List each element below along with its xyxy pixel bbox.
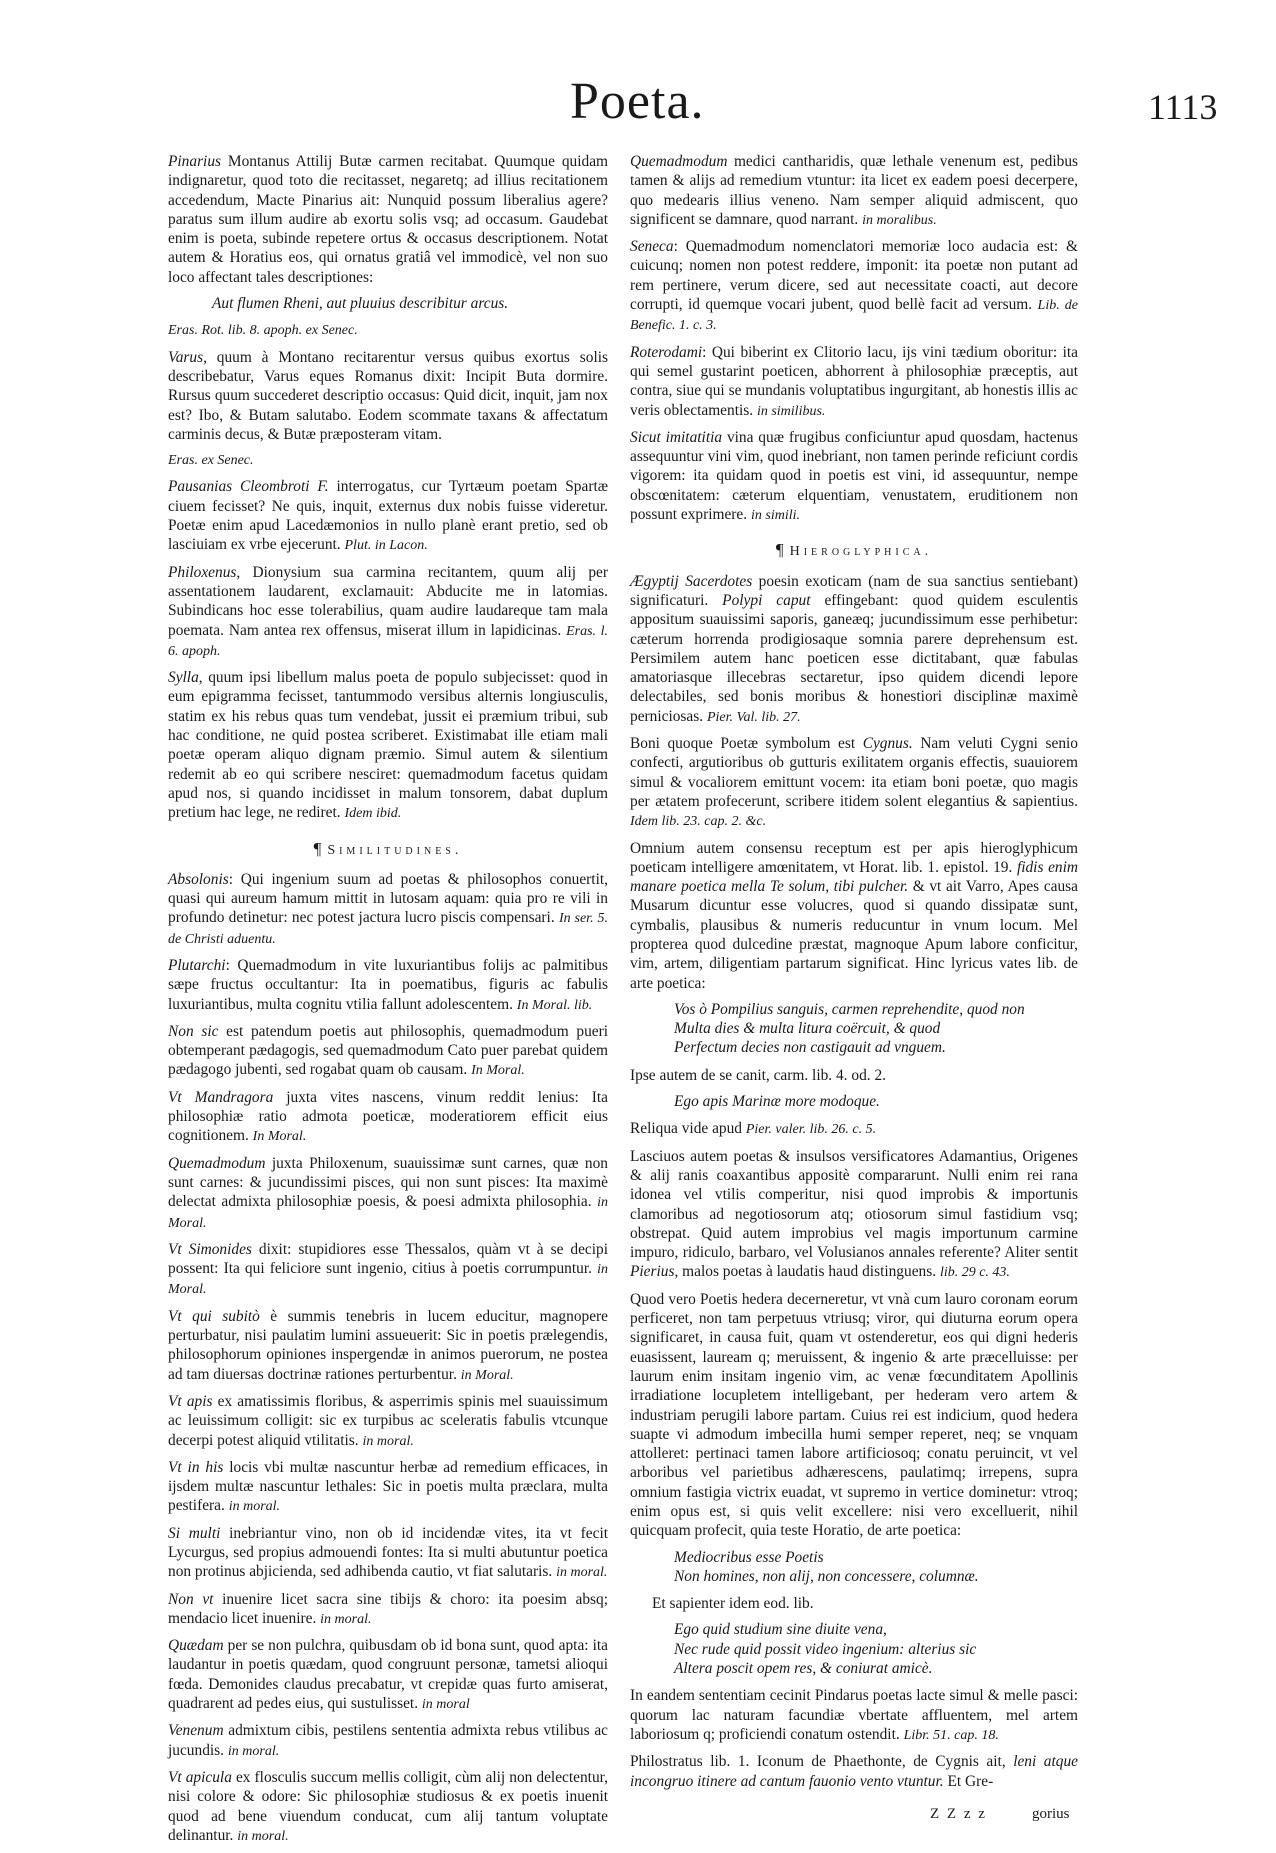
paragraph-text: è summis tenebris in lucem educitur, magnopere perturbatur, nisi paulatim lumini assueuerit: Sic in poetis prælegendis, philosophorum opiniones inspergendæ in animos puerorum, ne postea ad tam diuersas doctrinæ rationes perturbentur. — [168, 1307, 608, 1383]
similitude-entry — [168, 1524, 608, 1583]
signature-mark: Z Z z z — [930, 1806, 987, 1822]
verse-quote — [630, 1548, 1078, 1587]
verse-line: Aut flumen Rheni, aut pluuius describitur arcus. — [212, 295, 509, 313]
similitude-entry — [168, 1636, 608, 1714]
source-citation: Eras. l. 6. apoph. — [168, 623, 608, 659]
section-heading-text: Similitudines. — [327, 842, 463, 858]
paragraph-text: : Qui biberint ex Clitorio lacu, ijs vini tædium oboritur: ita qui semel gustarint poeticen, abhorrent à philosophiæ præceptis, aut contra, siue qui se mundanis voluptatibus ingurgitant, ab honestis illis ac veris oblectamentis. — [630, 343, 1078, 419]
paragraph-text: & vt ait Varro, Apes causa Musarum dicuntur esse volucres, quod si quando dissipatæ sunt, cymbalis, plausibus & numeris reducuntur in vnum locum. Mel propterea quod dulcedine præstat, magnoque Apum labore conficitur, vim, artem, diligentiam partarum significat. Hinc lyricus vates lib. de arte poetica: — [630, 878, 1078, 992]
hieroglyphic-entry — [630, 572, 1078, 727]
paragraph-lead: Roterodami — [630, 343, 703, 361]
source-citation: In ser. 5. de Christi aduentu. — [168, 911, 608, 947]
source-citation: Eras. ex Senec. — [168, 453, 254, 469]
source-citation: in moral. — [228, 1499, 281, 1515]
paragraph-emphasis: Cygnus. — [862, 735, 913, 753]
similitude-entry — [168, 1307, 608, 1385]
source-citation: in moral. — [237, 1828, 289, 1844]
paragraph-text: locis vbi multæ nascuntur herbæ ad remedium efficaces, in ijsdem multæ nascuntur lethales: Sic in poetis multa præclara, multa pestifera. — [168, 1458, 608, 1515]
paragraph-text: inebriantur vino, non ob id incidendæ vites, ita vt fecit Lycurgus, sed propius admouendi fontes: Ita si multi abutuntur poetica non protinus abjicienda, sed adhibenda cautio, vt fiat salutaris. — [168, 1524, 608, 1581]
paragraph-lead: Si multi — [168, 1524, 221, 1542]
paragraph-text: Lasciuos autem poetas & insulsos versificatores Adamantius, Origenes & alij ranis coaxantibus appositè compararunt. Nulli enim rei rana idonea vel vtilis comperitur, nisi quod improbis & importunis clamoribus ad negotiosorum atq; otiosorum simul fastidium vsq; obstrepat. Quid autem improbius vel magis importunum carmine impuro, ridiculo, barbaro, vel Volusianos annales referente? Aliter sentit — [630, 1147, 1078, 1262]
verse-quote — [630, 1620, 1078, 1678]
verse-line: Altera poscit opem res, & coniurat amicè. — [674, 1660, 933, 1678]
source-citation: Idem ibid. — [344, 806, 402, 822]
paragraph: Et sapienter idem eod. lib. — [652, 1595, 814, 1613]
source-citation: in moral — [421, 1697, 470, 1713]
source-citation: in moral. — [362, 1433, 414, 1449]
page-number: 1113 — [1148, 87, 1218, 127]
hieroglyphic-entry — [630, 839, 1078, 993]
paragraph-text: per se non pulchra, quibusdam ob id bona sunt, quod apta: ita laudantur in poetis quædam, quod congruunt personæ, tametsi alioqui fœda. Demonides claudus precabatur, vt crepidæ quas furto amiserat, quadrarent ad pedes eius, qui sustulisset. — [168, 1637, 608, 1713]
paragraph-lead: Quemadmodum — [168, 1154, 266, 1172]
paragraph — [630, 152, 1078, 230]
paragraph-emphasis: fidis enim manare poetica mella Te solum, tibi pulcher. — [630, 858, 1078, 896]
source-citation: in moralibus. — [862, 212, 937, 228]
paragraph-lead: Vt qui subitò — [168, 1307, 260, 1325]
paragraph-text: interrogatus, cur Tyrtæum poetam Spartæ ciuem fecisset? Ne quis, inquit, externus dux nobis fuisse videretur. Poetæ enim apud Lacedæmonios in nullo planè erant pretio, sed ob lasciuiam ex vrbe ejecerunt. — [168, 478, 608, 554]
source-citation: in moral. — [227, 1743, 280, 1759]
paragraph-text: admixtum cibis, pestilens sententia admixta rebus vtilibus ac jucundis. — [168, 1722, 608, 1759]
source-citation: lib. 29 c. 43. — [939, 1265, 1010, 1281]
paragraph-text: Nam veluti Cygni senio confecti, argutioribus ob gutturis exilitatem organis effectis, suauiorem simul & vocaliorem emittunt vocem: ita etiam boni poetæ, quo magis per ætatem profecerunt, scribere itidem solent elegantius & sapientius. — [630, 735, 1078, 810]
similitude-entry — [168, 956, 608, 1015]
source-citation: in Moral. — [168, 1262, 608, 1298]
verse-line: Ego quid studium sine diuite vena, — [674, 1621, 887, 1639]
paragraph-lead: Quædam — [168, 1637, 224, 1655]
paragraph-lead: Vt apicula — [168, 1768, 232, 1786]
paragraph-text: , malos poetas à laudatis haud distinguens. — [674, 1263, 937, 1281]
source-citation: in Moral. — [168, 1195, 609, 1231]
paragraph-emphasis: Pierius — [630, 1263, 675, 1281]
source-citation: In Moral. — [471, 1063, 525, 1079]
source-citation: Eras. Rot. lib. 8. apoph. ex Senec. — [168, 323, 358, 339]
similitude-entry — [168, 1590, 608, 1630]
paragraph-lead: Absolonis — [168, 870, 229, 888]
source-citation: Pier. valer. lib. 26. c. 5. — [745, 1122, 877, 1138]
paragraph — [168, 348, 608, 444]
paragraph-text: Omnium autem consensu receptum est per apis hieroglyphicum poeticam intelligere amœnitatem, vt Horat. lib. 1. epistol. 19. — [630, 839, 1078, 876]
verse-line: Multa dies & multa litura coërcuit, & quod — [674, 1020, 941, 1038]
paragraph-text: , quum ipsi libellum malus poeta de populo subjecisset: quod in eum epigramma fecisset, tantummodo versibus alternis longiusculis, statim ex his rebus quas tum vendebat, jussit ei præmium tribui, sub hac conditione, ne quid postea scriberet. Existimabat ille etiam mali poetæ operam aliquo dignam præmio. Simul autem & silentium redemit ab eo qui scribere nesciret: quemadmodum facetus quidam apud nos, si quando incidisset in malum tonsorem, dabat duplum pretium hac lege, ne rediret. — [168, 669, 608, 822]
paragraph — [168, 563, 608, 661]
paragraph-lead: Varus — [168, 348, 204, 366]
source-citation: In Moral. — [252, 1129, 307, 1145]
paragraph — [168, 668, 608, 823]
paragraph — [630, 343, 1078, 421]
verse-line: Ego apis Marinæ more modoque. — [674, 1093, 880, 1111]
verse-line: Mediocribus esse Poetis — [674, 1548, 824, 1566]
similitude-entry — [168, 1240, 608, 1300]
source-citation: in simili. — [750, 508, 800, 524]
paragraph-text: : Quemadmodum in vite luxuriantibus folijs ac palmitibus sæpe fructus occultantur: Ita in poematibus, figuris ac fabulis luxuriantibus, multa cognitu vtilia fallunt adolescentem. — [168, 956, 608, 1013]
catchword: gorius — [1032, 1806, 1070, 1822]
paragraph-text: : Qui ingenium suum ad poetas & philosophos conuertit, quasi qui aureum hamum mittit in lutosam aquam: quia pro re vili in profundo detinetur: nec potest jactura lucro piscis compensari. — [168, 870, 608, 927]
source-citation: Libr. 51. cap. 18. — [903, 1727, 999, 1743]
source-citation: In Moral. lib. — [516, 997, 593, 1013]
paragraph-text: Et Gre- — [943, 1772, 994, 1790]
verse-quote — [168, 294, 608, 313]
paragraph-text: , Dionysium sua carmina recitantem, quum alij per assentationem laudarent, exclamauit: Abducite me in latomias. Subindicans hoc esse tolerabilius, quam audire laudareque tam mala poemata. Nam antea rex offensus, miserat illum in lapidicinas. — [168, 563, 608, 639]
section-heading — [168, 839, 608, 860]
verse-line: Perfectum decies non castigauit ad vnguem. — [674, 1039, 946, 1057]
paragraph-lead: Vt Simonides — [168, 1240, 252, 1258]
paragraph-text: Boni quoque Poetæ symbolum est — [630, 735, 863, 753]
similitude-entry — [168, 1768, 608, 1846]
pilcrow-icon: ¶ — [775, 540, 784, 560]
verse-line: Non homines, non alij, non concessere, columnæ. — [674, 1567, 979, 1585]
hieroglyphic-entry — [630, 1752, 1078, 1791]
similitude-entry — [168, 1721, 608, 1761]
paragraph-text: dixit: stupidiores esse Thessalos, quàm vt à se decipi possent: Ita qui feliciore sunt ingenio, citius à poetis corrumpuntur. — [168, 1240, 609, 1278]
paragraph-lead: Vt Mandragora — [168, 1088, 274, 1106]
paragraph-lead: Vt apis — [168, 1392, 213, 1410]
paragraph-emphasis: leni atque incongruo itinere ad cantum fauonio vento vtuntur. — [630, 1753, 1078, 1790]
paragraph-lead: Vt in his — [168, 1458, 224, 1476]
verse-line: Nec rude quid possit video ingenium: alterius sic — [674, 1640, 977, 1658]
source-citation: in Moral. — [460, 1367, 514, 1383]
paragraph-text: : Quemadmodum nomenclatori memoriæ loco audacia est: & cuicunq; nomen non potest reddere, imponit: ita poetæ non putant ad rem pertinere, verum dicere, sed aut necessitate coacti, aut decore corrupti, id quemque vocari jubent, quod bellè facit ad versum. — [630, 238, 1078, 314]
similitude-entry — [168, 1088, 608, 1147]
paragraph-text: Montanus Attilij Butæ carmen recitabat. Quumque quidam indignaretur, quod toto die recitasset, negaretq; ad illius recitationem accedendum, Macte Pinarius ait: Nunquid possum liberalius agere? paratus sum illum audire ab exortu solis vsq; ad occasum. Gaudebat enim is poeta, subinde repetere ortus & occasus descriptionem. Notat autem & Horatius eos, qui ornatus gratiâ vel immodicè, vel non suo loco affectant tales descriptiones: — [168, 153, 608, 286]
paragraph: Ipse autem de se canit, carm. lib. 4. od. 2. — [630, 1066, 887, 1084]
source-citation: Lib. de Benefic. 1. c. 3. — [630, 298, 1078, 334]
paragraph-lead: Pausanias Cleombroti F. — [168, 478, 329, 496]
paragraph — [630, 1119, 1078, 1139]
paragraph-text: medici cantharidis, quæ lethale venenum est, pedibus tamen & alijs ad remedium vtuntur: ita licet ex eadem poesi decerpere, quo medearis illius veneno. Nam semper aliquid admiscent, quo significent se damnare, quod narrant. — [630, 153, 1078, 228]
pilcrow-icon: ¶ — [313, 838, 322, 858]
paragraph-text: juxta vites nascens, vinum reddit lenius: Ita philosophiæ ratio admota poeticæ, moderatiorem efficit eius cognitionem. — [168, 1088, 608, 1145]
paragraph-lead: Ægyptij Sacerdotes — [630, 572, 753, 590]
source-citation: Plut. in Lacon. — [344, 538, 428, 554]
similitude-entry — [168, 1022, 608, 1081]
paragraph-text: , quum à Montano recitarentur versus quibus exortus solis describebatur, Varus eques Romanus dixit: Incipit Buta dormire. Rursus quum succederet descriptio occasus: Quid dicit, inquit, jam nox est? Ibo, & Butam salutabo. Eodem scommate taxans & affectatum carminis decus, & Butæ præposteram vitam. — [168, 348, 608, 443]
paragraph-text: inuenire licet sacra sine tibijs & choro: ita poesim absq; mendacio licet inuenire. — [168, 1590, 608, 1627]
paragraph-lead: Seneca — [630, 238, 674, 256]
source-citation: in moral. — [320, 1611, 372, 1627]
left-column — [168, 152, 608, 1853]
source-citation: Idem lib. 23. cap. 2. &c. — [630, 814, 767, 830]
paragraph — [630, 428, 1078, 525]
paragraph-text: est patendum poetis aut philosophis, quemadmodum pueri obtemperant pædagogis, sed quemadmodum Cato puer parebat quidem pædagogo jubenti, sed rogabat quam ob causam. — [168, 1022, 608, 1079]
paragraph — [168, 477, 608, 555]
section-heading-text: Hieroglyphica. — [789, 544, 933, 560]
source-citation: in moral. — [556, 1565, 608, 1581]
paragraph-lead: Non sic — [168, 1022, 219, 1040]
hieroglyphic-entry — [630, 1147, 1078, 1283]
paragraph-emphasis: Polypi caput — [722, 591, 811, 609]
paragraph — [630, 237, 1078, 335]
paragraph-text: vina quæ frugibus conficiuntur apud quosdam, hactenus assequuntur vini vim, quod inebriant, non tamen perinde reficiunt cordis vigorem: ita quidam quod in poetis est vini, id assequuntur, nempe obscœnitatem: cæterum elquentiam, venustatem, eruditionem non possunt exprimere. — [630, 428, 1078, 524]
similitude-entry — [168, 1154, 608, 1233]
paragraph-lead: Sylla — [168, 669, 199, 687]
similitude-entry — [168, 1458, 608, 1517]
paragraph-lead: Pinarius — [168, 153, 222, 170]
hieroglyphic-entry: Quod vero Poetis hedera decerneretur, vt vnà cum lauro coronam eorum perficeret, non tam perpetuus vtriusq; viror, qui diuturna eorum opera significaret, in causa fuit, quam vt ostenderetur, eos qui digni hederis euasissent, lauream q; meruissent, & ingenio & arte præcelluisse: per laurum enim insitam ingenio vim, ac venæ fœcunditatem Apollinis irradiatione locupletem intelligebant, per hederam vero artem & industriam perugili labore partam. Cuius rei est indicium, quod hedera suapte vi admodum imbecilla humi semper reperet, neq; se vnquam attolleret: pertinaci tamen labore artificiosoq; conatu peruincit, vt vel arboribus vel parietibus adhærescens, paulatimq; irrepens, supra omnium fastigia victrix euadat, vt supremo in vertice dominetur: vtroq; enim opus est, si quis velit excellere: nisi vero excelluerit, nihil quicquam profecit, quia teste Horatio, de arte poetica: — [630, 1290, 1078, 1540]
running-head — [0, 72, 1276, 142]
section-heading — [630, 540, 1078, 561]
paragraph-text: Philostratus lib. 1. Iconum de Phaethonte, de Cygnis ait, — [630, 1753, 1014, 1771]
verse-line: Vos ò Pompilius sanguis, carmen reprehendite, quod non — [674, 1000, 1025, 1018]
similitude-entry — [168, 870, 608, 949]
paragraph-lead: Quemadmodum — [630, 153, 728, 170]
paragraph-lead: Philoxenus — [168, 563, 237, 581]
verse-quote — [630, 1092, 1078, 1111]
hieroglyphic-entry — [630, 1686, 1078, 1745]
page-title: Poeta. — [570, 73, 705, 130]
paragraph-text: ex flosculis succum mellis colligit, cùm alij non delectentur, nisi colore & odore: Sic philosophiæ studiosus & ex poetis inuenit quod ad bene viuendum conducat, cum alij tantum voluptate delinantur. — [168, 1768, 608, 1844]
paragraph-text: In eandem sententiam cecinit Pindarus poetas lacte simul & melle pasci: quorum lac naturam facundiæ vbertate affluentem, mel artem laboriosum q; proficiendi conatum ostendit. — [630, 1687, 1078, 1743]
paragraph — [168, 152, 608, 287]
paragraph-text: poesin exoticam (nam de sua sanctius sentiebant) significaturi. — [630, 572, 1078, 609]
paragraph-lead: Sicut imitatitia — [630, 428, 723, 446]
paragraph-text: ex amatissimis floribus, & asperrimis spinis mel suauissimum ac leuissimum colligit: sic ex turpibus ac sceleratis fabulis vtcunque decerpi potest aliquid vtilitatis. — [168, 1392, 609, 1449]
paragraph-text: effingebant: quod quidem esculentis appositum suauissimi saporis, ganeæq; jucundissimum esse perhibetur: cæterum horrenda prodigiosaque somnia parere deprehensum est. Persimilem autem hanc poeticen esse dictitabant, quæ fabulas amatoriasque illecebras sectaretur, ipso quidem dicendi lepore delectabiles, sed bonis moribus & honestiori disciplinæ maximè perniciosas. — [630, 591, 1078, 725]
source-citation: in similibus. — [756, 403, 826, 419]
paragraph-lead: Non vt — [168, 1590, 214, 1608]
similitude-entry — [168, 1392, 608, 1451]
source-citation: Pier. Val. lib. 27. — [706, 709, 801, 725]
right-column — [630, 152, 1078, 1798]
paragraph-lead: Venenum — [168, 1722, 224, 1740]
paragraph-lead: Plutarchi — [168, 956, 226, 974]
verse-quote — [630, 1000, 1078, 1058]
hieroglyphic-entry — [630, 734, 1078, 831]
paragraph-text: Reliqua vide apud — [630, 1120, 746, 1138]
paragraph-text: juxta Philoxenum, suauissimæ sunt carnes, quæ non sunt carnes: & jucundissimi pisces, qui non sunt pisces: Ita maximè delectat admixta philosophiæ poesis, & poesi admixta philosophia. — [168, 1154, 608, 1211]
